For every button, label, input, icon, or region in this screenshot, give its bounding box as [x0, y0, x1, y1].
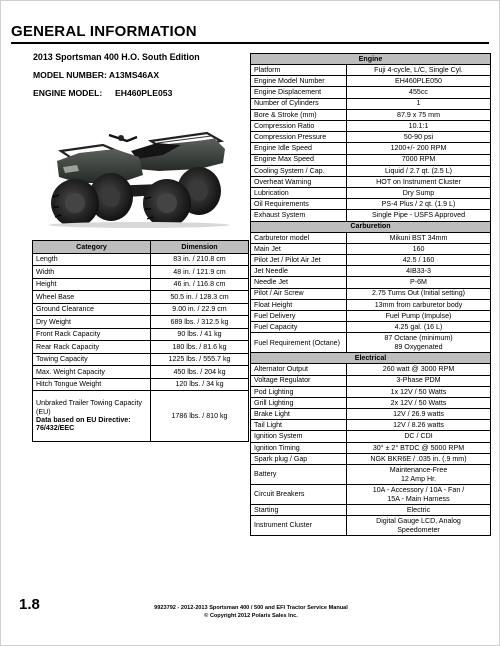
- row-label: Front Rack Capacity: [33, 328, 151, 341]
- row-value: P-6M: [347, 277, 491, 288]
- row-value: Fuji 4-cycle, L/C, Single Cyl.: [347, 65, 491, 76]
- table-row: [251, 386, 491, 397]
- row-value: 160: [347, 243, 491, 254]
- table-row: [251, 465, 491, 485]
- table-row: [251, 143, 491, 154]
- row-value: DC / CDI: [347, 431, 491, 442]
- row-label: Spark plug / Gap: [251, 453, 347, 464]
- table-row: [251, 364, 491, 375]
- model-info: [33, 51, 248, 105]
- row-label: Alternator Output: [251, 364, 347, 375]
- table-row: [251, 505, 491, 516]
- table-row: [33, 266, 249, 279]
- table-row: [251, 87, 491, 98]
- table-row: [251, 255, 491, 266]
- breakers-label: Circuit Breakers: [251, 485, 347, 505]
- starting-value: Electric: [347, 505, 491, 516]
- row-label: Exhaust System: [251, 210, 347, 221]
- row-value: Mikuni BST 34mm: [347, 232, 491, 243]
- row-label: Main Jet: [251, 243, 347, 254]
- row-value: 1x 12V / 50 Watts: [347, 386, 491, 397]
- footer-copyright: © Copyright 2012 Polaris Sales Inc.: [204, 613, 298, 619]
- row-label: Overheat Warning: [251, 176, 347, 187]
- row-label: Float Height: [251, 299, 347, 310]
- row-label: Oil Requirements: [251, 199, 347, 210]
- row-label: Ignition Timing: [251, 442, 347, 453]
- row-label: Towing Capacity: [33, 353, 151, 366]
- section-header-electrical: Electrical: [251, 353, 491, 364]
- model-number-line: [33, 69, 248, 82]
- fuel-requirement-value: 87 Octane (minimum) 89 Oxygenated: [347, 333, 491, 353]
- row-label: Width: [33, 266, 151, 279]
- row-label: Needle Jet: [251, 277, 347, 288]
- row-label: Engine Model Number: [251, 76, 347, 87]
- table-row: [33, 253, 249, 266]
- row-label: Wheel Base: [33, 291, 151, 304]
- table-row: [33, 328, 249, 341]
- row-value: 2x 12V / 50 Watts: [347, 397, 491, 408]
- row-value: Single Pipe - USFS Approved: [347, 210, 491, 221]
- row-value: 12V / 26.9 watts: [347, 409, 491, 420]
- row-label: Voltage Regulator: [251, 375, 347, 386]
- table-row: [33, 341, 249, 354]
- row-label: Hitch Tongue Weight: [33, 378, 151, 391]
- table-row: [33, 378, 249, 391]
- carburetion-rows: [251, 232, 491, 333]
- engine-model-label: ENGINE MODEL:: [33, 88, 103, 98]
- table-row: [251, 76, 491, 87]
- row-value: 4.25 gal. (16 L): [347, 322, 491, 333]
- table-row: [251, 485, 491, 505]
- cluster-value: Digital Gauge LCD, Analog Speedometer: [347, 516, 491, 536]
- dimension-table: [32, 240, 249, 442]
- table-row: [251, 188, 491, 199]
- table-row: [251, 442, 491, 453]
- table-row: [251, 120, 491, 131]
- row-value: 83 in. / 210.8 cm: [151, 253, 249, 266]
- table-row: [33, 291, 249, 304]
- row-value: 30° ± 2° BTDC @ 5000 RPM: [347, 442, 491, 453]
- header-category: Category: [33, 241, 151, 254]
- model-number-value: A13MS46AX: [108, 70, 160, 80]
- row-label: Height: [33, 278, 151, 291]
- model-number-label: MODEL NUMBER:: [33, 70, 107, 80]
- table-row: [251, 176, 491, 187]
- table-row: [251, 109, 491, 120]
- cluster-label: Instrument Cluster: [251, 516, 347, 536]
- row-label: Fuel Capacity: [251, 322, 347, 333]
- row-label: Rear Rack Capacity: [33, 341, 151, 354]
- dimension-table-header: [33, 241, 249, 254]
- unbraked-category: [33, 391, 151, 442]
- table-row: [251, 516, 491, 536]
- table-row: [251, 98, 491, 109]
- row-label: Carburetor model: [251, 232, 347, 243]
- engine-model-line: [33, 87, 248, 100]
- row-value: 1: [347, 98, 491, 109]
- row-label: Tail Light: [251, 420, 347, 431]
- unbraked-value: 1786 lbs. / 810 kg: [151, 391, 249, 442]
- table-row: [251, 210, 491, 221]
- row-value: PS-4 Plus / 2 qt. (1.9 L): [347, 199, 491, 210]
- row-value: 450 lbs. / 204 kg: [151, 366, 249, 379]
- table-row: [251, 288, 491, 299]
- row-label: Compression Pressure: [251, 132, 347, 143]
- atv-photo: [39, 111, 239, 229]
- row-label: Compression Ratio: [251, 120, 347, 131]
- row-label: Lubrication: [251, 188, 347, 199]
- electrical-rows: [251, 364, 491, 465]
- row-value: 50.5 in. / 128.3 cm: [151, 291, 249, 304]
- row-value: 87.9 x 75 mm: [347, 109, 491, 120]
- table-row: [33, 316, 249, 329]
- battery-label: Battery: [251, 465, 347, 485]
- table-row: [251, 132, 491, 143]
- table-row: [33, 391, 249, 442]
- row-value: 13mm from carburetor body: [347, 299, 491, 310]
- row-value: 260 watt @ 3000 RPM: [347, 364, 491, 375]
- dimension-rows: [33, 253, 249, 391]
- table-row: [251, 375, 491, 386]
- row-value: NGK BKR6E / .035 in. (.9 mm): [347, 453, 491, 464]
- row-value: 455cc: [347, 87, 491, 98]
- table-row: [251, 266, 491, 277]
- engine-model-value: EH460PLE053: [115, 88, 173, 98]
- unbraked-label: Unbraked Trailer Towing Capacity (EU): [36, 399, 142, 416]
- row-label: Pilot / Air Screw: [251, 288, 347, 299]
- row-label: Grill Lighting: [251, 397, 347, 408]
- row-label: Number of Cylinders: [251, 98, 347, 109]
- row-label: Engine Max Speed: [251, 154, 347, 165]
- header-dimension: Dimension: [151, 241, 249, 254]
- row-label: Cooling System / Cap.: [251, 165, 347, 176]
- table-row: [33, 278, 249, 291]
- row-value: 689 lbs. / 312.5 kg: [151, 316, 249, 329]
- table-row: [251, 453, 491, 464]
- table-row: [251, 310, 491, 321]
- row-label: Ignition System: [251, 431, 347, 442]
- row-label: Jet Needle: [251, 266, 347, 277]
- row-value: 10.1:1: [347, 120, 491, 131]
- section-header-carburetion: Carburetion: [251, 221, 491, 232]
- row-value: 42.5 / 160: [347, 255, 491, 266]
- row-value: 12V / 8.26 watts: [347, 420, 491, 431]
- table-row: [251, 232, 491, 243]
- row-value: 1200+/- 200 RPM: [347, 143, 491, 154]
- row-label: Length: [33, 253, 151, 266]
- row-label: Max. Weight Capacity: [33, 366, 151, 379]
- page-number: 1.8: [19, 596, 40, 613]
- title-rule: [11, 42, 489, 44]
- footer-manual-title: 9923792 - 2012-2013 Sportsman 400 / 500 and EFI Tractor Service Manual: [154, 605, 348, 611]
- row-label: Engine Idle Speed: [251, 143, 347, 154]
- row-value: 3-Phase PDM: [347, 375, 491, 386]
- row-label: Dry Weight: [33, 316, 151, 329]
- row-value: 90 lbs. / 41 kg: [151, 328, 249, 341]
- row-value: 120 lbs. / 34 kg: [151, 378, 249, 391]
- engine-rows: [251, 65, 491, 222]
- table-row: [251, 65, 491, 76]
- row-value: 7000 RPM: [347, 154, 491, 165]
- battery-value: Maintenance-Free 12 Amp Hr.: [347, 465, 491, 485]
- row-value: Liquid / 2.7 qt. (2.5 L): [347, 165, 491, 176]
- table-row: [251, 154, 491, 165]
- row-label: Platform: [251, 65, 347, 76]
- row-value: 50-90 psi: [347, 132, 491, 143]
- table-row: [251, 333, 491, 353]
- table-row: [251, 299, 491, 310]
- table-row: [251, 243, 491, 254]
- row-value: 48 in. / 121.9 cm: [151, 266, 249, 279]
- breakers-value: 10A - Accessory / 10A - Fan / 15A - Main Harness: [347, 485, 491, 505]
- row-label: Bore & Stroke (mm): [251, 109, 347, 120]
- row-label: Fuel Delivery: [251, 310, 347, 321]
- table-row: [251, 420, 491, 431]
- table-row: [251, 431, 491, 442]
- row-label: Ground Clearance: [33, 303, 151, 316]
- row-value: 46 in. / 116.8 cm: [151, 278, 249, 291]
- row-label: Engine Displacement: [251, 87, 347, 98]
- row-value: 4IB33-3: [347, 266, 491, 277]
- table-row: [251, 199, 491, 210]
- row-label: Pilot Jet / Pilot Air Jet: [251, 255, 347, 266]
- row-value: 2.75 Turns Out (Initial setting): [347, 288, 491, 299]
- row-value: 9.00 in. / 22.9 cm: [151, 303, 249, 316]
- engine-spec-table: [250, 53, 491, 536]
- table-row: [251, 165, 491, 176]
- unbraked-directive: Data based on EU Directive: 76/432/EEC: [36, 416, 131, 433]
- table-row: [33, 303, 249, 316]
- table-row: [251, 277, 491, 288]
- table-row: [251, 397, 491, 408]
- row-value: 180 lbs. / 81.6 kg: [151, 341, 249, 354]
- row-label: Brake Light: [251, 409, 347, 420]
- row-label: Pod Lighting: [251, 386, 347, 397]
- table-row: [33, 353, 249, 366]
- row-value: Dry Sump: [347, 188, 491, 199]
- model-name: 2013 Sportsman 400 H.O. South Edition: [33, 52, 200, 62]
- table-row: [251, 409, 491, 420]
- section-header-engine: Engine: [251, 54, 491, 65]
- fuel-requirement-label: Fuel Requirement (Octane): [251, 333, 347, 353]
- table-row: [33, 366, 249, 379]
- row-value: HOT on Instrument Cluster: [347, 176, 491, 187]
- starting-label: Starting: [251, 505, 347, 516]
- row-value: 1225 lbs. / 555.7 kg: [151, 353, 249, 366]
- table-row: [251, 322, 491, 333]
- row-value: EH460PLE050: [347, 76, 491, 87]
- page-title: GENERAL INFORMATION: [11, 23, 197, 40]
- row-value: Fuel Pump (Impulse): [347, 310, 491, 321]
